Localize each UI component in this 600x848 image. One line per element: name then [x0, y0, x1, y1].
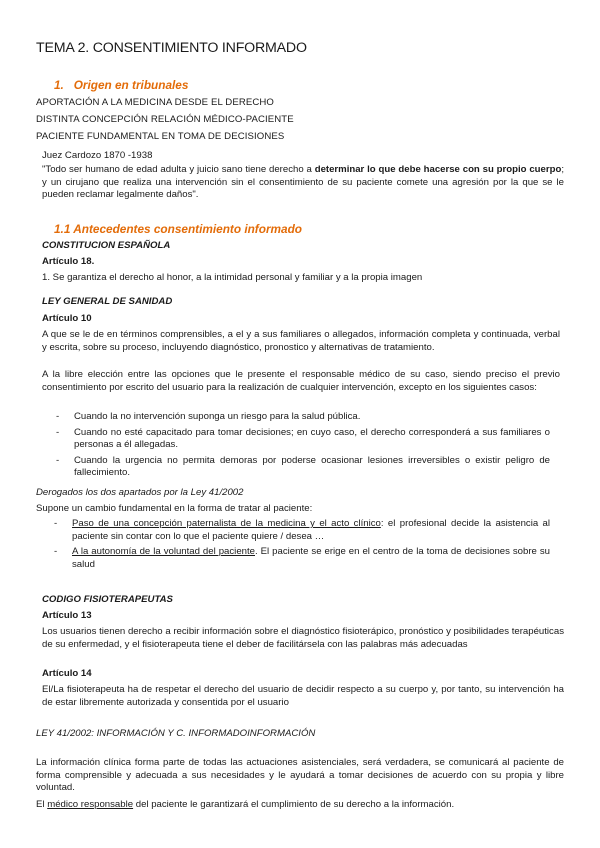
change-list	[42, 518, 550, 571]
constitucion-title: CONSTITUCION ESPAÑOLA	[42, 240, 171, 251]
derogados-note: Derogados los dos apartados por la Ley 41/2002	[36, 487, 244, 498]
quote-start: "Todo ser humano de edad adulta y juicio sano tiene derecho a	[42, 164, 315, 175]
judge-citation: Juez Cardozo 1870 -1938	[42, 150, 153, 161]
list-item	[42, 518, 550, 543]
section-heading-origen	[54, 78, 188, 92]
article-10-heading: Artículo 10	[42, 313, 92, 324]
paternalista-rest: : el profesional decide la asistencia al paciente sin contar con lo que el paciente quiere / desea …	[72, 518, 550, 542]
list-item-text: Cuando la no intervención suponga un riesgo para la salud pública.	[74, 411, 361, 422]
section-heading-antecedentes: 1.1 Antecedentes consentimiento informado	[54, 222, 302, 236]
medico-responsable: médico responsable	[47, 799, 134, 810]
article-13-text: Los usuarios tienen derecho a recibir información sobre el diagnóstico fisioterápico, pronóstico y posibilidades terapéuticas de su enfermedad, y el fisioterapeuta tiene el deber de facilitársela con las palabras más adecuadas	[42, 626, 564, 650]
p2-start: El	[36, 799, 48, 810]
page-title: TEMA 2. CONSENTIMIENTO INFORMADO	[36, 40, 307, 56]
list-dash: -	[56, 454, 60, 466]
list-item	[42, 455, 550, 480]
codigo-title: CODIGO FISIOTERAPEUTAS	[42, 594, 173, 605]
origin-line-1: APORTACIÓN A LA MEDICINA DESDE EL DERECHO	[36, 97, 274, 108]
paternalista-underlined: Paso de una concepción paternalista de la medicina y el acto clínico	[72, 518, 381, 529]
list-item	[42, 411, 550, 424]
list-dash: -	[54, 518, 58, 529]
autonomia-rest: . El paciente se erige en el centro de la toma de decisiones sobre su salud	[72, 546, 550, 570]
autonomia-underlined: A la autonomía de la voluntad del paciente	[72, 546, 255, 558]
list-dash: -	[54, 546, 58, 558]
article-14-text: El/La fisioterapeuta ha de respetar el derecho del usuario de decidir respecto a su cuerpo y, por tanto, su intervención ha de estar libremente autorizada y consentida por el usuario	[42, 684, 564, 708]
exceptions-list	[42, 411, 550, 480]
ley-sanidad-title: LEY GENERAL DE SANIDAD	[42, 296, 173, 307]
article-13-heading: Artículo 13	[42, 610, 92, 621]
origin-line-3: PACIENTE FUNDAMENTAL EN TOMA DE DECISIONES	[36, 131, 285, 142]
section-title: Origen en tribunales	[73, 78, 189, 92]
article-14-heading: Artículo 14	[42, 668, 92, 679]
article-10-paragraph-2: A la libre elección entre las opciones que le presente el responsable médico de su caso, siendo preciso el previo consentimiento por escrito del usuario para la realización de cualquier intervención, excepto en los siguientes casos:	[42, 369, 560, 393]
article-18-heading: Artículo 18.	[42, 256, 95, 267]
list-item	[42, 546, 550, 571]
quote-emphasis: determinar lo que debe hacerse con su propio cuerpo	[314, 164, 562, 175]
article-10-paragraph-1: A que se le de en términos comprensibles, a el y a sus familiares o allegados, información completa y continuada, verbal y escrita, sobre su proceso, incluyendo diagnóstico, pronostico y alternativas de tratamiento.	[42, 329, 560, 353]
section-number: 1.	[54, 78, 64, 92]
list-item	[42, 427, 550, 452]
origin-line-2: DISTINTA CONCEPCIÓN RELACIÓN MÉDICO-PACIENTE	[36, 114, 294, 125]
ley41-paragraph-2	[36, 799, 454, 810]
list-dash: -	[56, 426, 60, 438]
p2-end: del paciente le garantizará el cumplimiento de su derecho a la información.	[133, 799, 455, 810]
ley41-title: LEY 41/2002: INFORMACIÓN Y C. INFORMADOINFORMACIÓN	[36, 728, 316, 739]
ley41-paragraph-1: La información clínica forma parte de todas las actuaciones asistenciales, será verdadera, se comunicará al paciente de forma comprensible y adecuada a sus necesidades y le ayudará a tomar decisiones de acuerdo con su propia y libre voluntad.	[36, 757, 564, 794]
article-18-text: 1. Se garantiza el derecho al honor, a la intimidad personal y familiar y a la propia imagen	[42, 272, 423, 283]
list-item-text: Cuando no esté capacitado para tomar decisiones; en cuyo caso, el derecho corresponderá a sus familiares o personas a él allegadas.	[74, 426, 550, 451]
quote-end: ; y un cirujano que realiza una intervención sin el consentimiento de su paciente comete una agresión por la que se le pueden reclamar legalmente daños".	[42, 164, 564, 201]
list-item-text: Cuando la urgencia no permita demoras por poderse ocasionar lesiones irreversibles o existir peligro de fallecimiento.	[74, 454, 550, 479]
cardozo-quote	[42, 164, 564, 202]
list-dash: -	[56, 411, 60, 422]
cambio-intro: Supone un cambio fundamental en la forma de tratar al paciente:	[36, 503, 313, 514]
